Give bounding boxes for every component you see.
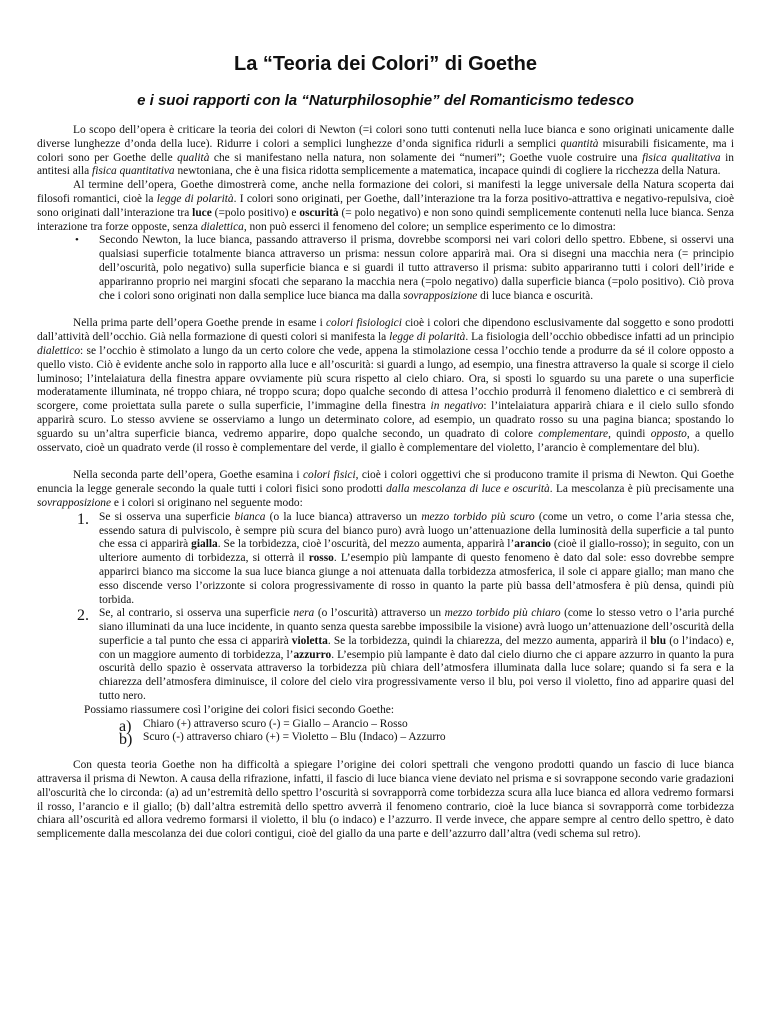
- paragraph-polarity: [37, 179, 734, 234]
- bold-run: luce: [192, 206, 212, 219]
- text-run: (cioè il giallo-rosso); in seguito, con un ulteriore aumento di torbidezza, si otterrà il: [99, 538, 734, 565]
- text-run: Al termine dell’opera, Goethe dimostrerà come, anche nella formazione dei colori, si manifesti la legge universale della Natura scoperta dai filosofi romantici, cioè la: [37, 179, 734, 205]
- italic-run: dalla mescolanza di luce e oscurità: [386, 483, 550, 496]
- page-subtitle: e i suoi rapporti con la “Naturphilosophie” del Romanticismo tedesco: [137, 92, 634, 109]
- summary-item-text: Scuro (-) attraverso chiaro (+) = Violetto – Blu (Indaco) – Azzurro: [143, 731, 446, 744]
- text-run: : se l’occhio è stimolato a lungo da un certo colore che vede, appena la stimolazione cessa l’occhio tende a produrre da sé il colore opposto a quello visto. Ciò è evidente anche solo in rapporto alla luce e all’oscurità: si guardi a lungo, ad esempio, una finestra attraverso la quale si scorge il cielo luminoso; l’intelaiatura della finestra appare ovviamente più scura rispetto al cielo chiaro. Ora, si sposti lo sguardo su una parete o una superficie moderatamente illuminata, né troppo chiara, né troppo scura; dopo qualche secondo di attesa l’occhio produrrà il fenomeno dialettico e ci sembrerà di scorgere, come proiettata sulla parete o sulla superficie, l’immagine della finestra: [37, 344, 734, 413]
- italic-run: sovrapposizione: [37, 496, 112, 509]
- bold-run: oscurità: [299, 206, 339, 219]
- text-run: . L’esempio più lampante è dato dal cielo diurno che ci appare azzurro in quanto la pura oscurità dello spazio è osservata attraverso la torbidezza più chiara dell’atmosfera illuminata dalla luce solare; quando si fa sera e la chiarezza dell’atmosfera diminuisce, il colore del cielo vira progressivamente verso il blu, poi verso il violetto, fino ad apparire quasi del tutto nero.: [99, 648, 734, 703]
- text-run: , a quello osservato, cioè un quadrato verde (il rosso è complementare del verde, il giallo è complementare del violetto, l’arancio è complementare del blu).: [37, 427, 734, 454]
- letter-marker: a): [119, 717, 132, 735]
- bullet-text: [99, 234, 734, 303]
- italic-run: quantità: [560, 137, 599, 150]
- text-run: . I colori sono originati, per Goethe, dall’interazione tra la forza positivo-attrattiva e negativo-repulsiva, cioè sono originati dall’interazione tra: [37, 192, 735, 219]
- italic-run: dialettico: [37, 344, 81, 357]
- text-run: misurabili fisicamente, ma i colori sono per Goethe delle: [37, 137, 734, 164]
- number-marker: 1.: [77, 510, 89, 528]
- list-item: [75, 234, 734, 303]
- text-run: e i colori si originano nel seguente modo:: [111, 496, 303, 509]
- text-run: newtoniana, che è una fisica ridotta semplicemente a matematica, incapace quindi di cogliere la ricchezza della Natura.: [174, 165, 721, 178]
- text-run: (come lo stesso vetro o l’aria purché siano illuminati da una luce incidente, in quanto senza questa sarebbe impossibile la visione) avrà luogo un’attenuazione dell’oscurità della superficie a tal punto che essa ci apparirà: [99, 607, 734, 647]
- bold-run: gialla: [191, 538, 218, 551]
- bold-run: azzurro: [293, 648, 332, 661]
- text-run: Nella seconda parte dell’opera, Goethe esamina i: [73, 469, 303, 482]
- item-text: [99, 607, 734, 704]
- letter-marker: b): [119, 731, 133, 749]
- text-run: in antitesi alla: [37, 151, 734, 178]
- paragraph-physiological-colors: [37, 317, 734, 455]
- text-run: di luce bianca e oscurità.: [477, 289, 594, 302]
- text-run: Nella prima parte dell’opera Goethe prende in esame i: [73, 317, 326, 330]
- italic-run: dialettica: [200, 220, 244, 233]
- italic-run: fisica qualitativa: [642, 151, 721, 164]
- italic-run: mezzo torbido più scuro: [421, 510, 535, 523]
- text-run: . La fisiologia dell’occhio obbedisce infatti ad un principio: [465, 331, 735, 344]
- text-run: Se, al contrario, si osserva una superficie: [99, 607, 294, 620]
- list-item: [119, 731, 734, 749]
- paragraph-intro: [37, 124, 734, 179]
- italic-run: colori fisiologici: [325, 317, 402, 330]
- text-run: (o la luce bianca) attraverso un: [265, 510, 422, 523]
- item-text: [99, 511, 734, 608]
- italic-run: complementare: [538, 427, 609, 440]
- text-run: che si manifestano nella natura, non solamente dei “numeri”; Goethe vuole costruire una: [209, 151, 643, 164]
- text-run: . Se la torbidezza, cioè l’oscurità, del mezzo aumenta, apparirà l’: [217, 538, 515, 551]
- summary-list: [37, 717, 734, 749]
- text-run: , cioè i colori oggettivi che si producono tramite il prisma di Newton. Qui Goethe enuncia la legge generale secondo la quale tutti i colori fisici sono prodotti: [37, 469, 734, 496]
- text-run: . L’esempio più lampante di questo fenomeno è dato dal sole: esso dovrebbe sempre apparirci bianco ma siccome la sua luce bianca giunge a noi attenuata dalla torbidezza atmosferica, il sole ci appare giallo; man mano che esso discende verso l’orizzonte si colora progressivamente di rosso in quanto la parte più bassa dell’atmosfera è più densa, quindi più torbida.: [99, 552, 734, 606]
- italic-run: colori fisici: [302, 469, 356, 482]
- italic-run: opposto: [650, 427, 687, 440]
- bold-run: arancio: [514, 538, 551, 551]
- bullet-marker: •: [75, 234, 79, 247]
- list-item: [77, 510, 734, 608]
- page-title: La “Teoria dei Colori” di Goethe: [234, 53, 537, 75]
- italic-run: legge di polarità: [389, 331, 466, 344]
- text-run: , non può esserci il fenomeno del colore; un semplice esperimento ce lo dimostra:: [243, 220, 616, 233]
- bold-run: rosso: [308, 552, 334, 565]
- list-item: [119, 717, 734, 735]
- italic-run: fisica quantitativa: [92, 165, 175, 178]
- italic-run: mezzo torbido più chiaro: [444, 607, 561, 620]
- text-run: Con questa teoria Goethe non ha difficoltà a spiegare l’origine dei colori spettrali che vengono prodotti quando un fascio di luce bianca attraversa il prisma di Newton. A causa della rifrazione, infatti, il fascio di luce bianca viene deviato nel prisma e si sovrappone secondo varie gradazioni all'oscurità che lo circonda: (a) ad un’estremità dello spettro l’oscurità si sovrapporrà come torbidezza scura alla luce bianca ed allora vedremo formarsi il rosso, l’arancio e il giallo; (b) dall’altra estremità dello spettro avverrà il fenomeno contrario, cioè la luce bianca si sovrapporrà come torbidezza chiara all’oscurità ed allora vedremo formarsi il violetto, il blu (o indaco) e l’azzurro. Il verde invece, che appare sempre al centro dello spettro, è dato semplicemente dalla mescolanza dei due colori contigui, cioè del giallo da una parte e dell’azzurro dall’altra (vedi schema sul retro).: [37, 759, 734, 841]
- list-item: [77, 607, 734, 704]
- text-run: : l’intelaiatura apparirà chiara e il cielo sullo sfondo apparirà scuro. Lo stesso avviene se osserviamo a lungo un determinato colore, ad esempio, un quadrato rosso su una pagina bianca; spostando lo sguardo su un’altra superficie bianca, vedremo apparire, dopo qualche secondo, un quadrato di colore: [37, 400, 734, 440]
- number-marker: 2.: [77, 607, 89, 625]
- bullet-list: [37, 234, 734, 303]
- text-run: (=polo positivo) e: [211, 206, 300, 219]
- text-run: (= polo negativo) e non sono quindi semplicemente contenuti nella luce bianca. Senza interazione tra forze opposte, senza: [37, 206, 734, 233]
- bold-run: blu: [650, 634, 667, 647]
- italic-run: sovrapposizione: [403, 289, 478, 302]
- italic-run: qualità: [177, 151, 210, 164]
- text-run: (o l’oscurità) attraverso un: [314, 607, 445, 620]
- text-run: Se si osserva una superficie: [99, 510, 235, 523]
- summary-item-text: Chiaro (+) attraverso scuro (-) = Giallo – Arancio – Rosso: [143, 717, 408, 730]
- italic-run: nera: [293, 607, 315, 620]
- numbered-list: [37, 511, 734, 704]
- bold-run: violetta: [291, 634, 328, 647]
- text-run: . La mescolanza è più precisamente una: [549, 483, 735, 496]
- text-run: . Se la torbidezza, quindi la chiarezza, del mezzo aumenta, apparirà il: [327, 634, 651, 647]
- text-run: , quindi: [608, 427, 651, 440]
- paragraph-physical-colors: [37, 469, 734, 510]
- text-run: Secondo Newton, la luce bianca, passando attraverso il prisma, dovrebbe scomporsi nei vari colori dello spettro. Ebbene, si osservi una qualsiasi superficie totalmente bianca attraverso un prisma: nessun colore apparirà mai. Ora si disegni una macchia nera (= principio dell’oscurità, polo negativo) sulla superficie bianca e si guardi il tutto attraverso il prisma: subito appariranno tutti i colori dell’iride e appariranno proprio nei margini sfocati che separano la macchia nera (=polo negativo) dalla superficie bianca (=polo positivo). Ciò prova che i colori sono originati non dalla semplice luce bianca ma dalla: [99, 234, 734, 302]
- text-run: (come un vetro, o come l’aria stessa che, essendo satura di pulviscolo, è sempre più scura del bianco puro) avrà luogo un’attenuazione della luminosità della superficie a tal punto che essa ci apparirà: [99, 510, 734, 551]
- italic-run: legge di polarità: [156, 192, 234, 205]
- text-run: (o l’indaco) e, con un maggiore aumento di torbidezza, l’: [99, 634, 734, 661]
- text-run: Lo scopo dell’opera è criticare la teoria dei colori di Newton (=i colori sono tutti contenuti nella luce bianca e sono originati unicamente dalle diverse lunghezze d’onda della luce). Ridurre i colori a semplici lunghezze d’onda significa ridurli a semplici: [37, 124, 734, 150]
- text-run: cioè i colori che dipendono esclusivamente dal soggetto e sono prodotti dall’attività dell’occhio. Già nella formazione di questi colori si manifesta la: [37, 317, 734, 344]
- summary-line: Possiamo riassumere così l’origine dei colori fisici secondo Goethe:: [84, 703, 395, 716]
- italic-run: in negativo: [430, 400, 484, 413]
- italic-run: bianca: [234, 510, 266, 523]
- paragraph-spectrum: [37, 759, 734, 842]
